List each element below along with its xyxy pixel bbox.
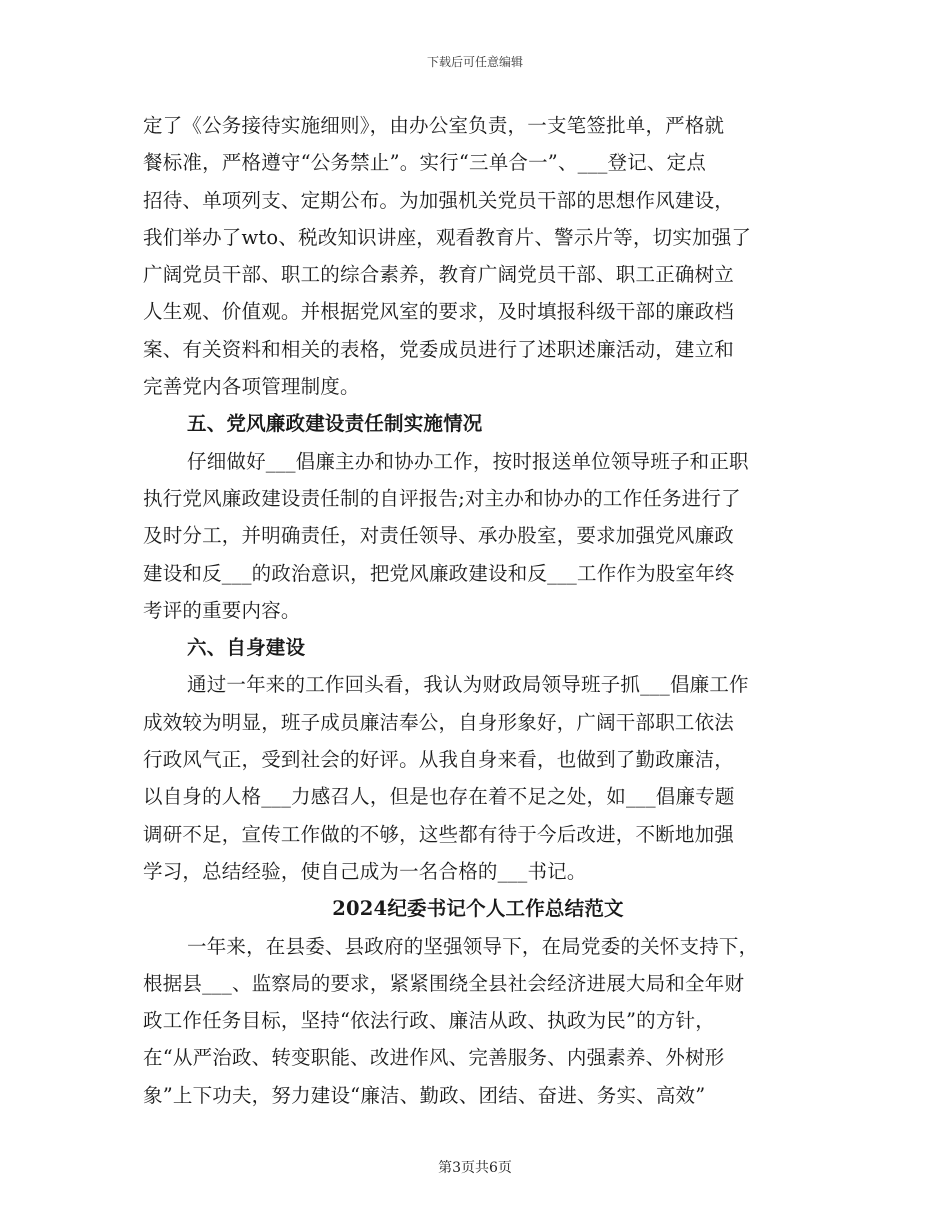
section-heading: 六、自身建设 xyxy=(187,636,306,660)
text-line: 招待、单项列支、定期公布。为加强机关党员干部的思想作风建设， xyxy=(143,188,735,212)
text-line: 及时分工，并明确责任，对责任领导、承办股室，要求加强党风廉政 xyxy=(143,524,735,548)
text-line: 一年来，在县委、县政府的坚强领导下，在局党委的关怀支持下， xyxy=(187,934,759,958)
text-line: 行政风气正，受到社会的好评。从我自身来看，也做到了勤政廉洁， xyxy=(143,748,735,772)
page-header: 下载后可任意编辑 xyxy=(426,55,523,69)
text-line: 成效较为明显，班子成员廉洁奉公，自身形象好，广阔干部职工依法 xyxy=(143,710,735,734)
text-line: 仔细做好___倡廉主办和协办工作，按时报送单位领导班子和正职 xyxy=(187,449,749,473)
document-body xyxy=(143,107,813,1114)
text-line: 在“从严治政、转变职能、改进作风、完善服务、内强素养、外树形 xyxy=(143,1046,725,1070)
text-line: 通过一年来的工作回头看，我认为财政局领导班子抓___倡廉工作 xyxy=(187,673,749,697)
text-line: 以自身的人格___力感召人，但是也存在着不足之处，如___倡廉专题 xyxy=(143,785,735,809)
text-line: 案、有关资料和相关的表格，党委成员进行了述职述廉活动，建立和 xyxy=(143,337,735,361)
text-line: 象”上下功夫，努力建设“廉洁、勤政、团结、奋进、务实、高效” xyxy=(143,1083,706,1107)
text-line: 完善党内各项管理制度。 xyxy=(143,375,360,399)
text-line: 人生观、价值观。并根据党风室的要求，及时填报科级干部的廉政档 xyxy=(143,300,735,324)
text-line: 定了《公务接待实施细则》，由办公室负责，一支笔签批单，严格就 xyxy=(143,114,725,137)
text-line: 广阔党员干部、职工的综合素养，教育广阔党员干部、职工正确树立 xyxy=(143,263,735,287)
text-line: 根据县___、监察局的要求，紧紧围绕全县社会经济进展大局和全年财 xyxy=(143,971,745,995)
page-footer: 第3页共6页 xyxy=(438,1160,512,1176)
text-line: 执行党风廉政建设责任制的自评报告;对主办和协办的工作任务进行了 xyxy=(143,486,741,510)
text-line: 餐标准，严格遵守“公务禁止”。实行“三单合一”、___登记、定点 xyxy=(143,151,707,175)
text-line: 我们举办了wto、税改知识讲座，观看教育片、警示片等，切实加强了 xyxy=(143,225,752,249)
text-line: 考评的重要内容。 xyxy=(143,598,301,622)
document-title: 2024纪委书记个人工作总结范文 xyxy=(332,897,624,921)
text-line: 政工作任务目标，坚持“依法行政、廉洁从政、执政为民”的方针， xyxy=(143,1009,715,1033)
text-line: 建设和反___的政治意识，把党风廉政建设和反___工作作为股室年终 xyxy=(143,561,735,585)
text-line: 调研不足，宣传工作做的不够，这些都有待于今后改进，不断地加强 xyxy=(143,822,735,846)
section-heading: 五、党风廉政建设责任制实施情况 xyxy=(187,412,483,436)
text-line: 学习，总结经验，使自己成为一名合格的___书记。 xyxy=(143,859,587,883)
